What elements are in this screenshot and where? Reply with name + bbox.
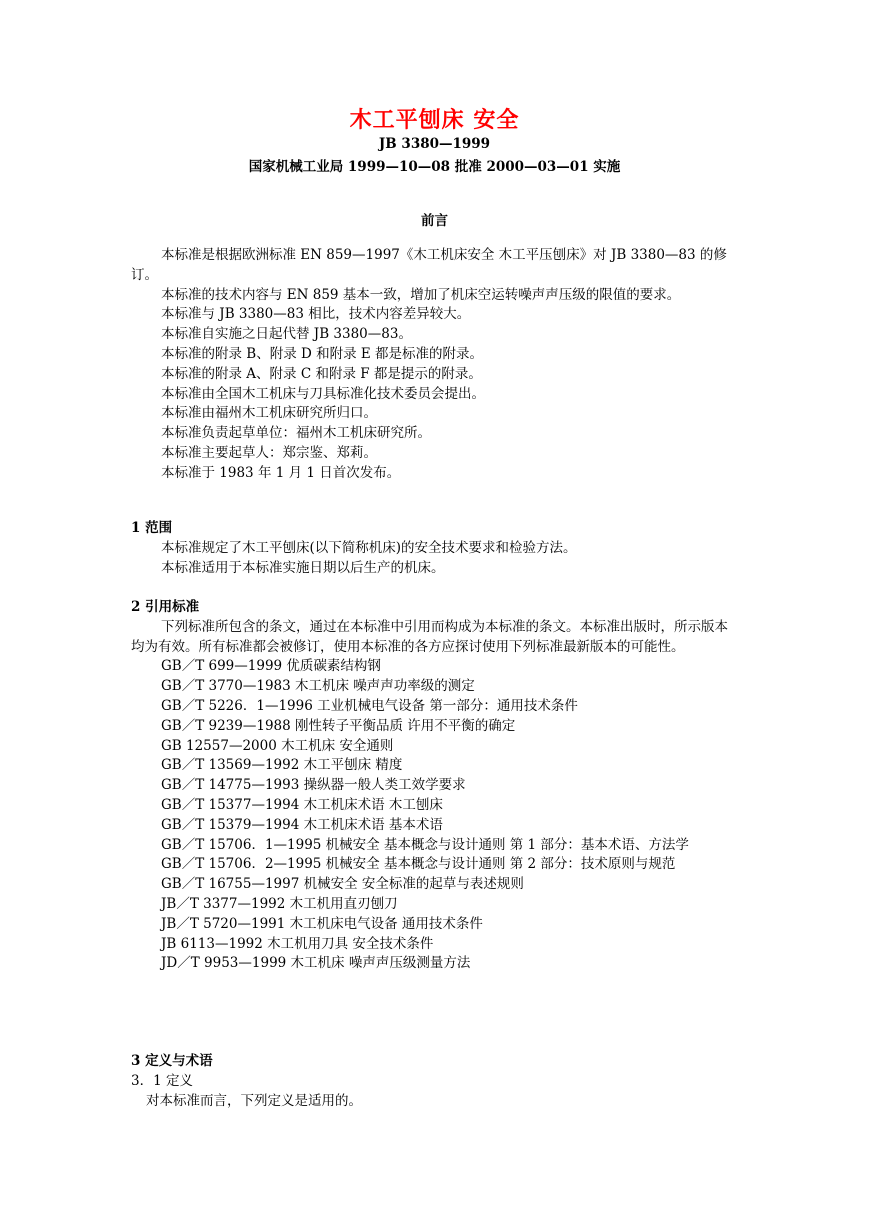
preface-paragraph: 本标准的技术内容与 EN 859 基本一致，增加了机床空运转噪声声压级的限值的要求。 xyxy=(161,286,681,303)
preface-body xyxy=(131,246,739,484)
reference-item: JB／T 5720—1991 木工机床电气设备 通用技术条件 xyxy=(161,915,483,932)
section-paragraph: 本标准规定了木工平刨床(以下简称机床)的安全技术要求和检验方法。 xyxy=(161,539,577,556)
section-references xyxy=(131,598,739,974)
reference-item: GB／T 3770—1983 木工机床 噪声声功率级的测定 xyxy=(161,678,475,695)
section-paragraph: 下列标准所包含的条文，通过在本标准中引用而构成为本标准的条文。本标准出版时，所示版本均为有效。所有标准都会被修订，使用本标准的各方应探讨使用下列标准最新版本的可能性。 xyxy=(131,618,728,655)
preface-heading: 前言 xyxy=(421,213,448,229)
reference-item: GB 12557—2000 木工机床 安全通则 xyxy=(161,737,394,754)
section-heading: 2 引用标准 xyxy=(131,599,200,615)
reference-item: GB／T 15377—1994 木工机床术语 木工刨床 xyxy=(161,796,443,813)
reference-item: GB／T 5226．1—1996 工业机械电气设备 第一部分：通用技术条件 xyxy=(161,697,578,714)
preface-paragraph: 本标准与 JB 3380—83 相比，技术内容差异较大。 xyxy=(161,306,471,323)
preface-paragraph: 本标准负责起草单位：福州木工机床研究所。 xyxy=(161,425,431,442)
preface-paragraph: 本标准于 1983 年 1 月 1 日首次发布。 xyxy=(161,464,401,481)
preface-paragraph: 本标准的附录 B、附录 D 和附录 E 都是标准的附录。 xyxy=(161,345,484,362)
approval-line: 国家机械工业局 1999—10—08 批准 2000—03—01 实施 xyxy=(248,159,621,175)
reference-item: JD／T 9953—1999 木工机床 噪声声压级测量方法 xyxy=(161,955,471,972)
preface-paragraph: 本标准由福州木工机床研究所归口。 xyxy=(161,405,377,422)
reference-item: GB／T 13569—1992 木工平刨床 精度 xyxy=(161,757,403,774)
section-paragraph: 对本标准而言，下列定义是适用的。 xyxy=(146,1092,362,1109)
reference-item: GB／T 15706．1—1995 机械安全 基本概念与设计通则 第 1 部分：基本术语、方法学 xyxy=(161,836,689,853)
standard-code: JB 3380—1999 xyxy=(378,136,491,152)
section-definitions xyxy=(131,1052,739,1111)
subsection-heading: 3．1 定义 xyxy=(131,1072,193,1089)
preface-paragraph: 本标准是根据欧洲标准 EN 859—1997《木工机床安全 木工平压刨床》对 JB 3380—83 的修订。 xyxy=(131,247,727,283)
reference-item: JB／T 3377—1992 木工机用直刃刨刀 xyxy=(161,895,398,912)
preface-paragraph: 本标准自实施之日起代替 JB 3380—83。 xyxy=(161,326,412,343)
section-heading: 3 定义与术语 xyxy=(131,1053,213,1069)
section-heading: 1 范围 xyxy=(131,520,173,536)
preface-paragraph: 本标准的附录 A、附录 C 和附录 F 都是提示的附录。 xyxy=(161,365,482,382)
reference-item: GB／T 699—1999 优质碳素结构钢 xyxy=(161,658,381,675)
reference-item: GB／T 15379—1994 木工机床术语 基本术语 xyxy=(161,816,443,833)
reference-item: GB／T 9239—1988 刚性转子平衡品质 许用不平衡的确定 xyxy=(161,717,516,734)
document-title: 木工平刨床 安全 xyxy=(349,107,520,133)
section-paragraph: 本标准适用于本标准实施日期以后生产的机床。 xyxy=(161,559,445,576)
preface-paragraph: 本标准由全国木工机床与刀具标准化技术委员会提出。 xyxy=(161,385,485,402)
reference-item: GB／T 14775—1993 操纵器一般人类工效学要求 xyxy=(161,777,466,794)
preface-paragraph: 本标准主要起草人：郑宗鉴、郑莉。 xyxy=(161,444,377,461)
reference-item: JB 6113—1992 木工机用刀具 安全技术条件 xyxy=(161,935,434,952)
reference-item: GB／T 15706．2—1995 机械安全 基本概念与设计通则 第 2 部分：技术原则与规范 xyxy=(161,856,676,873)
reference-item: GB／T 16755—1997 机械安全 安全标准的起草与表述规则 xyxy=(161,876,524,893)
section-scope xyxy=(131,519,739,578)
